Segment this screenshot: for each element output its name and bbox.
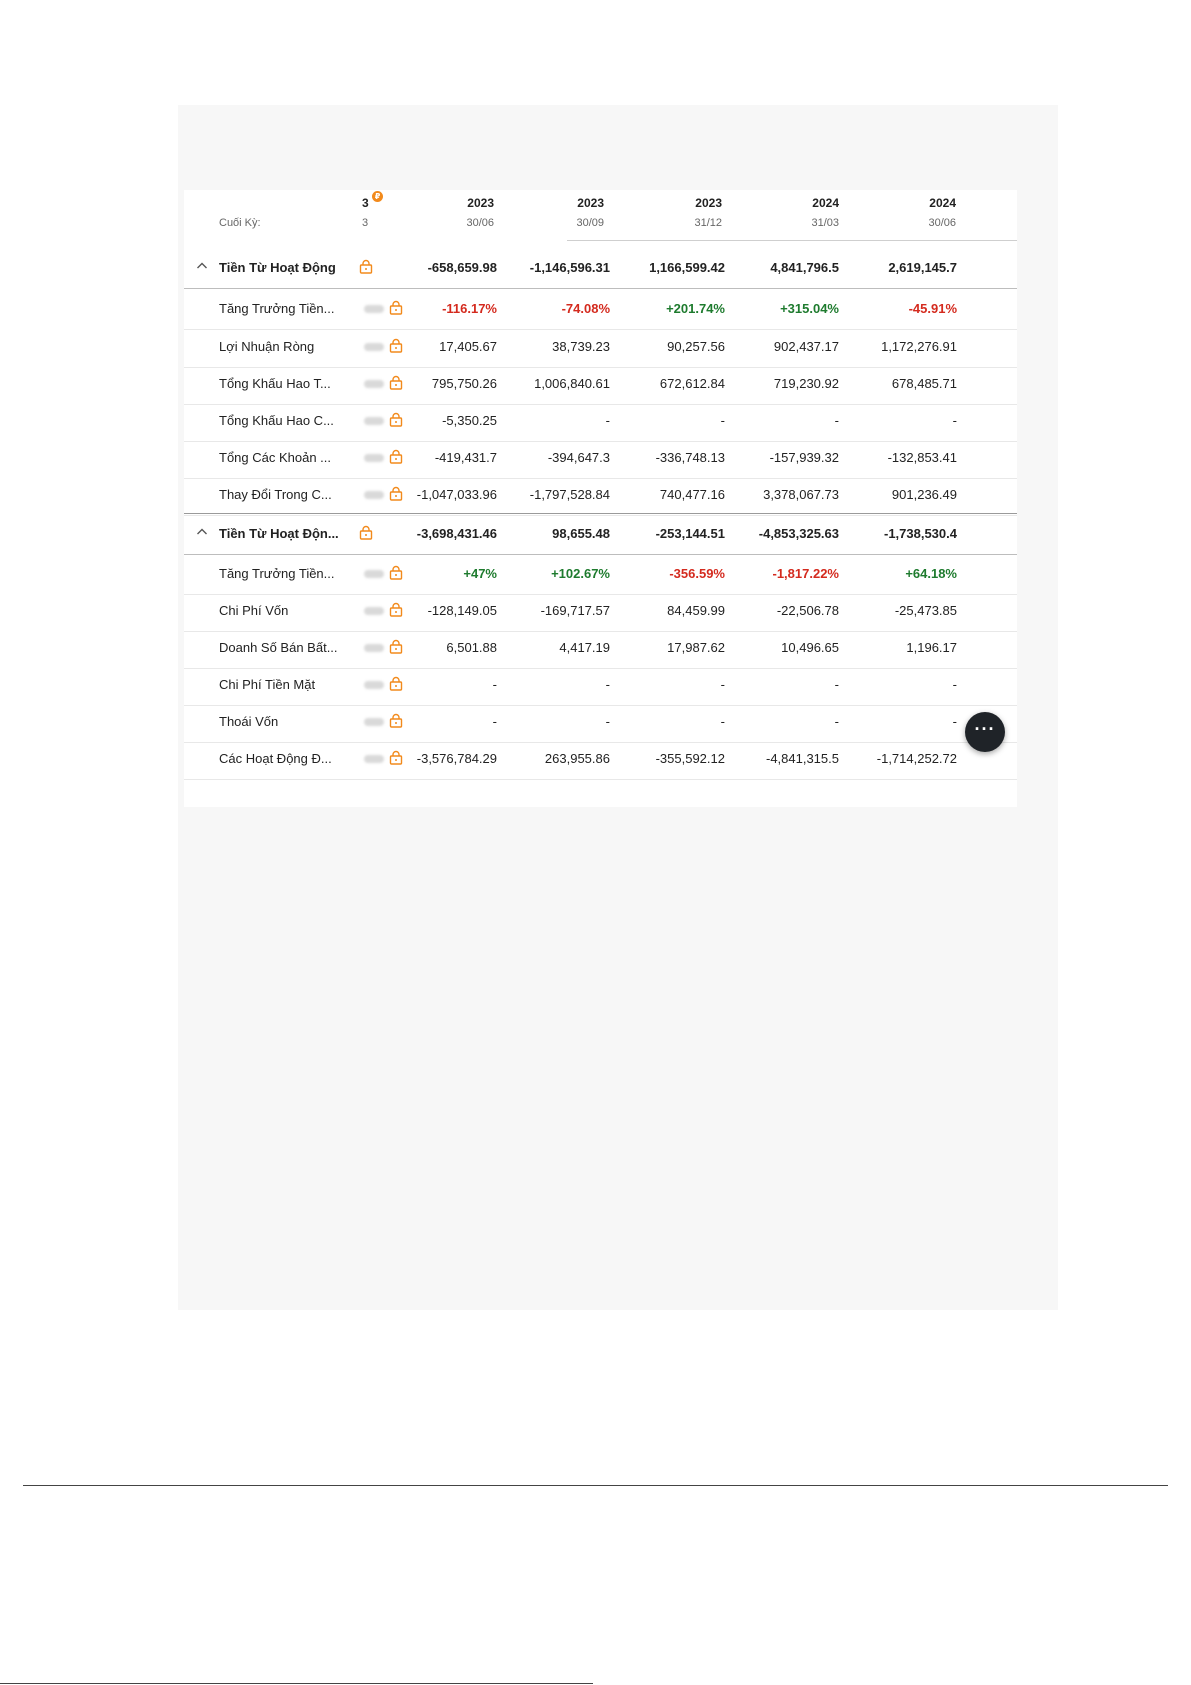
lock-icon[interactable] <box>358 525 374 541</box>
value-cell: -1,797,528.84 <box>529 487 610 502</box>
value-cell: -169,717.57 <box>540 603 610 618</box>
chevron-up-icon[interactable] <box>194 524 210 540</box>
value-cell: +315.04% <box>780 301 839 316</box>
group-row[interactable] <box>184 248 1017 289</box>
column-date: 31/12 <box>694 217 722 229</box>
hidden-value-placeholder <box>364 454 384 462</box>
badge-count-top: 3 <box>362 196 369 210</box>
value-cell: 672,612.84 <box>659 376 725 391</box>
hidden-value-placeholder <box>364 644 384 652</box>
row-label: Tiền Từ Hoạt Độn... <box>219 526 339 541</box>
column-year: 2023 <box>467 196 494 210</box>
value-cell: 902,437.17 <box>773 339 839 354</box>
value-cell: 10,496.65 <box>781 640 839 655</box>
hidden-value-placeholder <box>364 607 384 615</box>
row-label: Tăng Trưởng Tiền... <box>219 301 335 316</box>
row-label: Thoái Vốn <box>219 714 279 729</box>
value-cell: - <box>720 677 725 692</box>
value-cell: 740,477.16 <box>659 487 725 502</box>
column-year: 2023 <box>577 196 604 210</box>
value-cell: - <box>834 413 839 428</box>
lock-icon[interactable] <box>358 259 374 275</box>
value-cell: - <box>834 677 839 692</box>
hidden-value-placeholder <box>364 305 384 313</box>
value-cell: - <box>605 677 610 692</box>
hidden-value-placeholder <box>364 570 384 578</box>
value-cell: -394,647.3 <box>547 450 610 465</box>
table-row <box>184 591 1017 632</box>
more-icon: ··· <box>974 719 996 739</box>
footer-divider <box>0 1683 593 1684</box>
value-cell: +201.74% <box>666 301 725 316</box>
value-cell: 678,485.71 <box>891 376 957 391</box>
value-cell: - <box>952 714 957 729</box>
table-header <box>184 190 1017 248</box>
value-cell: -45.91% <box>908 301 957 316</box>
column-date: 31/03 <box>811 217 839 229</box>
table-row <box>184 475 1017 516</box>
column-date: 30/06 <box>466 217 494 229</box>
value-cell: 84,459.99 <box>667 603 725 618</box>
value-cell: 795,750.26 <box>431 376 497 391</box>
row-label: Tăng Trưởng Tiền... <box>219 566 335 581</box>
column-year: 2023 <box>695 196 722 210</box>
value-cell: -74.08% <box>561 301 610 316</box>
value-cell: -253,144.51 <box>655 526 725 541</box>
value-cell: +102.67% <box>551 566 610 581</box>
column-date: 30/06 <box>928 217 956 229</box>
value-cell: -157,939.32 <box>769 450 839 465</box>
hidden-value-placeholder <box>364 681 384 689</box>
table-row <box>184 665 1017 706</box>
table-row <box>184 364 1017 405</box>
row-label: Thay Đổi Trong C... <box>219 487 332 502</box>
value-cell: -1,714,252.72 <box>876 751 957 766</box>
value-cell: - <box>492 714 497 729</box>
row-label: Lợi Nhuận Ròng <box>219 339 315 354</box>
value-cell: -355,592.12 <box>655 751 725 766</box>
group-row[interactable] <box>184 513 1017 555</box>
value-cell: 98,655.48 <box>552 526 610 541</box>
value-cell: -22,506.78 <box>776 603 839 618</box>
chevron-up-icon[interactable] <box>194 258 210 274</box>
header-divider <box>567 240 1017 241</box>
value-cell: -3,576,784.29 <box>416 751 497 766</box>
value-cell: - <box>492 677 497 692</box>
value-cell: -128,149.05 <box>427 603 497 618</box>
table-row <box>184 739 1017 780</box>
hidden-value-placeholder <box>364 380 384 388</box>
value-cell: -5,350.25 <box>442 413 497 428</box>
value-cell: - <box>720 714 725 729</box>
more-actions-button[interactable] <box>965 712 1005 752</box>
value-cell: -25,473.85 <box>894 603 957 618</box>
value-cell: 1,006,840.61 <box>534 376 610 391</box>
value-cell: -356.59% <box>669 566 725 581</box>
value-cell: -1,146,596.31 <box>529 260 610 275</box>
column-year: 2024 <box>812 196 839 210</box>
value-cell: 2,619,145.7 <box>888 260 957 275</box>
value-cell: 1,172,276.91 <box>881 339 957 354</box>
value-cell: 6,501.88 <box>446 640 497 655</box>
hidden-value-placeholder <box>364 343 384 351</box>
value-cell: - <box>952 677 957 692</box>
value-cell: - <box>605 413 610 428</box>
row-label: Tổng Khấu Hao C... <box>219 413 334 428</box>
table-row <box>184 702 1017 743</box>
value-cell: - <box>834 714 839 729</box>
value-cell: -132,853.41 <box>887 450 957 465</box>
table-row <box>184 438 1017 479</box>
table-row <box>184 327 1017 368</box>
row-label: Các Hoạt Động Đ... <box>219 751 332 766</box>
hidden-value-placeholder <box>364 491 384 499</box>
period-end-label: Cuối Kỳ: <box>219 217 261 229</box>
value-cell: -4,853,325.63 <box>758 526 839 541</box>
coin-icon: ₽ <box>372 191 383 202</box>
value-cell: -4,841,315.5 <box>765 751 839 766</box>
table-row <box>184 554 1017 595</box>
row-label: Doanh Số Bán Bất... <box>219 640 338 655</box>
value-cell: 901,236.49 <box>891 487 957 502</box>
value-cell: -116.17% <box>442 301 497 316</box>
page-divider <box>23 1485 1168 1486</box>
row-label: Tiền Từ Hoạt Động <box>219 260 336 275</box>
column-year: 2024 <box>929 196 956 210</box>
value-cell: 17,405.67 <box>439 339 497 354</box>
table-row <box>184 401 1017 442</box>
value-cell: -336,748.13 <box>655 450 725 465</box>
value-cell: - <box>952 413 957 428</box>
value-cell: 4,417.19 <box>559 640 610 655</box>
value-cell: +64.18% <box>905 566 957 581</box>
cash-flow-table <box>184 190 1017 807</box>
value-cell: - <box>605 714 610 729</box>
value-cell: -3,698,431.46 <box>416 526 497 541</box>
row-label: Tổng Khấu Hao T... <box>219 376 331 391</box>
value-cell: 90,257.56 <box>667 339 725 354</box>
hidden-value-placeholder <box>364 718 384 726</box>
value-cell: 38,739.23 <box>552 339 610 354</box>
row-label: Chi Phí Vốn <box>219 603 289 618</box>
value-cell: -419,431.7 <box>434 450 497 465</box>
value-cell: 1,196.17 <box>906 640 957 655</box>
badge-count-bottom: 3 <box>362 217 369 229</box>
value-cell: - <box>720 413 725 428</box>
value-cell: 3,378,067.73 <box>763 487 839 502</box>
table-row <box>184 289 1017 330</box>
hidden-value-placeholder <box>364 755 384 763</box>
value-cell: -1,738,530.4 <box>883 526 957 541</box>
value-cell: +47% <box>463 566 497 581</box>
hidden-value-placeholder <box>364 417 384 425</box>
value-cell: -1,817.22% <box>772 566 839 581</box>
value-cell: -1,047,033.96 <box>416 487 497 502</box>
table-row <box>184 628 1017 669</box>
value-cell: 17,987.62 <box>667 640 725 655</box>
value-cell: 719,230.92 <box>773 376 839 391</box>
value-cell: -658,659.98 <box>427 260 497 275</box>
value-cell: 4,841,796.5 <box>770 260 839 275</box>
column-date: 30/09 <box>576 217 604 229</box>
row-label: Tổng Các Khoản ... <box>219 450 332 465</box>
row-label: Chi Phí Tiền Mặt <box>219 677 316 692</box>
value-cell: 263,955.86 <box>544 751 610 766</box>
value-cell: 1,166,599.42 <box>649 260 725 275</box>
